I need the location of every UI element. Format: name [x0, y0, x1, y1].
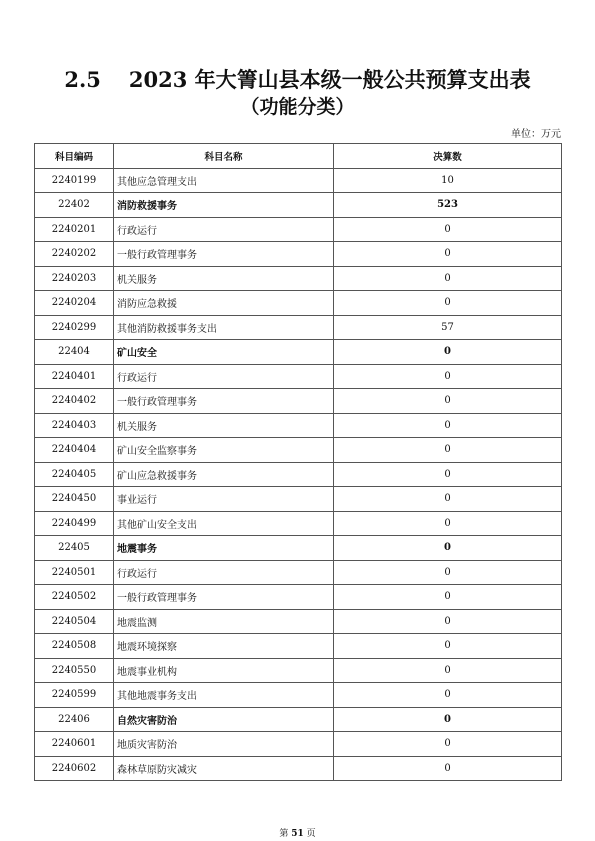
cell-name: 其他地震事务支出	[114, 683, 334, 708]
cell-code: 2240404	[35, 438, 114, 463]
cell-amount: 0	[334, 217, 562, 242]
table-row	[35, 511, 562, 536]
table-row	[35, 609, 562, 634]
footer-prefix: 第	[279, 829, 289, 839]
cell-amount: 0	[334, 658, 562, 683]
cell-amount: 10	[334, 168, 562, 193]
cell-name: 机关服务	[114, 413, 334, 438]
page-footer	[0, 826, 595, 839]
cell-amount: 0	[334, 707, 562, 732]
cell-code: 2240499	[35, 511, 114, 536]
cell-name: 消防应急救援	[114, 291, 334, 316]
cell-code: 2240602	[35, 756, 114, 781]
cell-code: 2240550	[35, 658, 114, 683]
cell-name: 消防救援事务	[114, 193, 334, 218]
title-main: 2023 年大箐山县本级一般公共预算支出表	[128, 67, 531, 92]
table-row	[35, 315, 562, 340]
cell-name: 行政运行	[114, 364, 334, 389]
cell-amount: 0	[334, 364, 562, 389]
table-row	[35, 340, 562, 365]
table-row	[35, 536, 562, 561]
cell-code: 2240501	[35, 560, 114, 585]
cell-amount: 0	[334, 242, 562, 267]
footer-suffix: 页	[306, 829, 316, 839]
cell-name: 其他矿山安全支出	[114, 511, 334, 536]
table-body	[35, 168, 562, 781]
cell-name: 行政运行	[114, 560, 334, 585]
budget-table	[34, 143, 562, 781]
cell-name: 其他应急管理支出	[114, 168, 334, 193]
cell-code: 2240199	[35, 168, 114, 193]
page-subtitle: （功能分类）	[240, 96, 355, 118]
table-row	[35, 242, 562, 267]
table-header-row	[35, 144, 562, 169]
cell-code: 2240599	[35, 683, 114, 708]
table-row	[35, 560, 562, 585]
table-row	[35, 487, 562, 512]
unit-label: 单位：万元	[511, 129, 561, 140]
table-row	[35, 438, 562, 463]
cell-name: 地震监测	[114, 609, 334, 634]
cell-name: 一般行政管理事务	[114, 389, 334, 414]
cell-amount: 0	[334, 585, 562, 610]
table-row	[35, 193, 562, 218]
title-number: 2.5	[64, 67, 101, 92]
table-row	[35, 413, 562, 438]
cell-code: 22404	[35, 340, 114, 365]
table-row	[35, 389, 562, 414]
cell-amount: 0	[334, 487, 562, 512]
table-row	[35, 658, 562, 683]
cell-code: 2240202	[35, 242, 114, 267]
cell-name: 地震事业机构	[114, 658, 334, 683]
cell-name: 自然灾害防治	[114, 707, 334, 732]
cell-amount: 0	[334, 389, 562, 414]
cell-amount: 0	[334, 609, 562, 634]
page-title	[0, 64, 595, 94]
cell-amount: 57	[334, 315, 562, 340]
table-row	[35, 168, 562, 193]
cell-code: 2240508	[35, 634, 114, 659]
table-row	[35, 585, 562, 610]
header-code: 科目编码	[35, 144, 114, 169]
cell-amount: 0	[334, 536, 562, 561]
cell-code: 22406	[35, 707, 114, 732]
cell-code: 2240402	[35, 389, 114, 414]
cell-name: 地质灾害防治	[114, 732, 334, 757]
cell-code: 2240203	[35, 266, 114, 291]
table-row	[35, 707, 562, 732]
cell-amount: 0	[334, 340, 562, 365]
cell-amount: 0	[334, 732, 562, 757]
cell-code: 2240299	[35, 315, 114, 340]
header-name: 科目名称	[114, 144, 334, 169]
cell-code: 22402	[35, 193, 114, 218]
cell-code: 2240601	[35, 732, 114, 757]
table-row	[35, 462, 562, 487]
cell-code: 2240450	[35, 487, 114, 512]
cell-name: 地震环境探察	[114, 634, 334, 659]
cell-code: 2240401	[35, 364, 114, 389]
cell-code: 2240502	[35, 585, 114, 610]
cell-amount: 0	[334, 462, 562, 487]
cell-amount: 0	[334, 266, 562, 291]
cell-name: 其他消防救援事务支出	[114, 315, 334, 340]
cell-amount: 0	[334, 634, 562, 659]
cell-name: 一般行政管理事务	[114, 242, 334, 267]
cell-amount: 0	[334, 560, 562, 585]
cell-amount: 0	[334, 683, 562, 708]
cell-name: 机关服务	[114, 266, 334, 291]
cell-code: 22405	[35, 536, 114, 561]
cell-name: 矿山安全	[114, 340, 334, 365]
header-amount: 决算数	[334, 144, 562, 169]
table-row	[35, 732, 562, 757]
table-row	[35, 217, 562, 242]
cell-name: 一般行政管理事务	[114, 585, 334, 610]
cell-amount: 0	[334, 291, 562, 316]
table-row	[35, 634, 562, 659]
table-row	[35, 683, 562, 708]
table-row	[35, 756, 562, 781]
cell-code: 2240504	[35, 609, 114, 634]
cell-name: 矿山安全监察事务	[114, 438, 334, 463]
cell-code: 2240204	[35, 291, 114, 316]
cell-amount: 523	[334, 193, 562, 218]
cell-name: 事业运行	[114, 487, 334, 512]
cell-code: 2240403	[35, 413, 114, 438]
cell-name: 森林草原防灾减灾	[114, 756, 334, 781]
cell-code: 2240201	[35, 217, 114, 242]
cell-code: 2240405	[35, 462, 114, 487]
table-row	[35, 266, 562, 291]
page-number: 51	[291, 829, 304, 839]
table-row	[35, 291, 562, 316]
cell-amount: 0	[334, 756, 562, 781]
cell-amount: 0	[334, 511, 562, 536]
cell-name: 行政运行	[114, 217, 334, 242]
cell-name: 地震事务	[114, 536, 334, 561]
table-row	[35, 364, 562, 389]
cell-name: 矿山应急救援事务	[114, 462, 334, 487]
cell-amount: 0	[334, 413, 562, 438]
cell-amount: 0	[334, 438, 562, 463]
